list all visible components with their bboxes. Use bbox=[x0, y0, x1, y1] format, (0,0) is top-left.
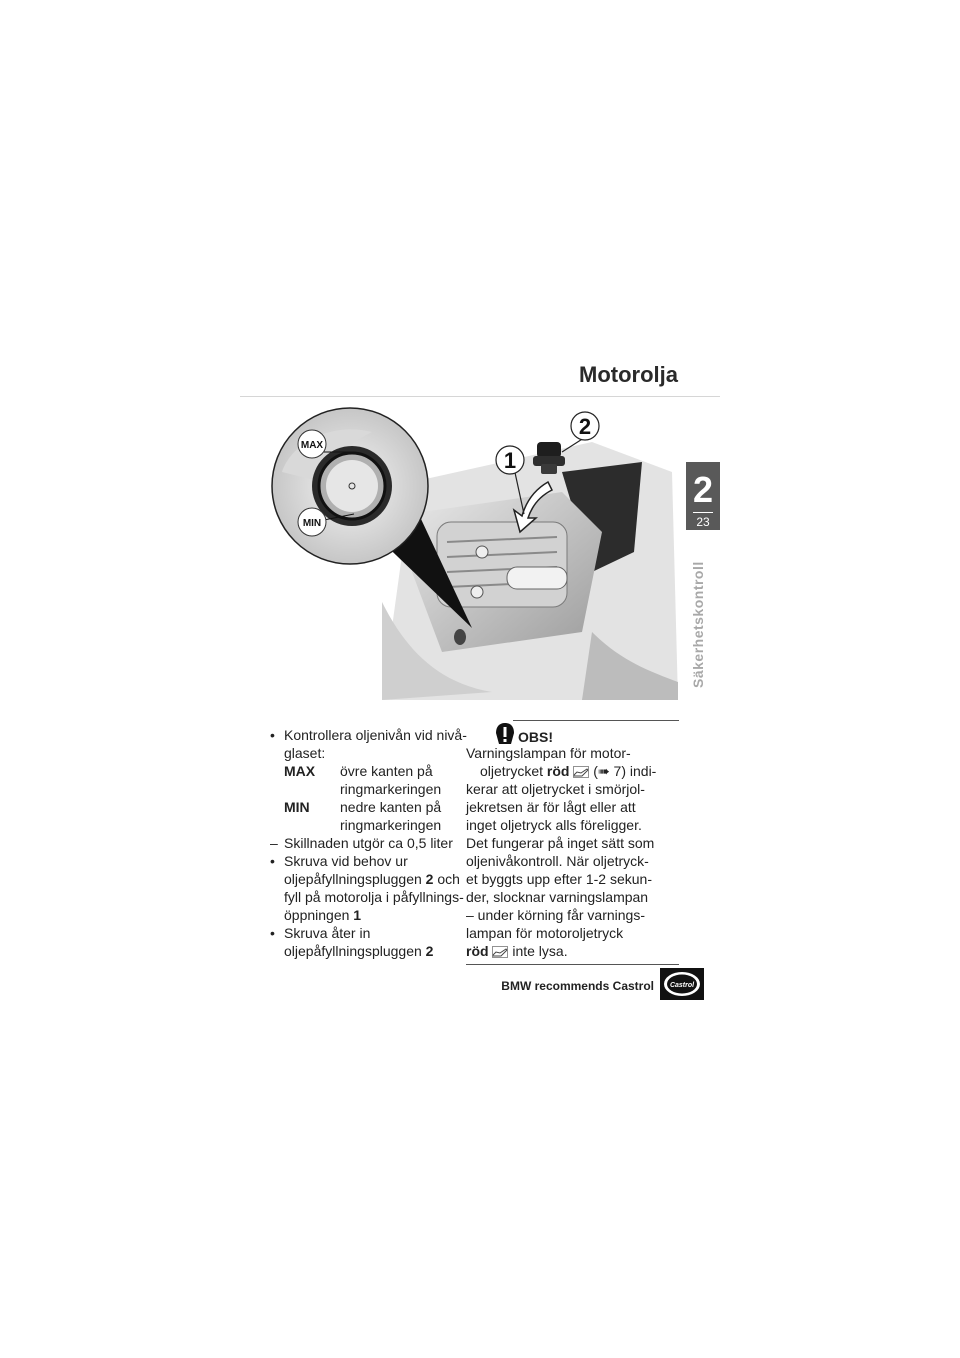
warning-line: inget oljetryck alls föreligger. bbox=[466, 817, 642, 833]
item-text: Kontrollera oljenivån vid nivå- bbox=[284, 727, 467, 743]
list-item bbox=[270, 726, 468, 762]
oil-pressure-icon bbox=[492, 946, 508, 958]
instructions-column bbox=[270, 726, 468, 960]
item-text bbox=[284, 906, 468, 924]
warning-text bbox=[466, 744, 679, 960]
max-desc: ringmarkeringen bbox=[340, 781, 442, 797]
engine-illustration bbox=[262, 402, 678, 700]
page-number: 23 bbox=[696, 515, 710, 529]
gauge-min-label: MIN bbox=[302, 518, 322, 529]
warning-top-rule bbox=[513, 720, 679, 721]
chapter-tab bbox=[686, 462, 720, 530]
list-item bbox=[270, 852, 468, 924]
castrol-logo bbox=[660, 968, 704, 1000]
warning-line: lampan för motoroljetryck bbox=[466, 925, 624, 941]
warning-line: oljenivåkontroll. När oljetryck- bbox=[466, 853, 649, 869]
item-text: Skillnaden utgör ca 0,5 liter bbox=[284, 835, 453, 851]
warning-line: kerar att oljetrycket i smörjol- bbox=[466, 781, 645, 797]
ref-number: 1 bbox=[353, 907, 362, 923]
min-desc: ringmarkeringen bbox=[340, 817, 442, 833]
oil-pressure-icon bbox=[573, 766, 589, 778]
item-text: Skruva vid behov ur bbox=[284, 853, 408, 869]
bullet: • bbox=[270, 727, 275, 743]
ref-number: 2 bbox=[425, 943, 434, 959]
item-part: öppningen bbox=[284, 907, 350, 923]
list-item bbox=[270, 834, 468, 852]
section-label: Säkerhetskontroll bbox=[690, 561, 706, 688]
max-desc: övre kanten på bbox=[340, 763, 433, 779]
warning-label: OBS! bbox=[518, 729, 553, 745]
red-label: röd bbox=[546, 763, 570, 779]
warning-part: oljetrycket bbox=[480, 763, 544, 779]
item-text bbox=[284, 870, 468, 888]
warning-icon bbox=[494, 722, 516, 746]
definition-min bbox=[270, 798, 468, 834]
callout-1: 1 bbox=[503, 448, 517, 473]
callout-2: 2 bbox=[578, 414, 592, 439]
warning-line: Varningslampan för motor- bbox=[466, 745, 631, 761]
item-part: och bbox=[437, 871, 460, 887]
bullet: • bbox=[270, 853, 275, 869]
title-divider bbox=[240, 396, 720, 397]
footer-text: BMW recommends Castrol bbox=[501, 979, 654, 993]
warning-line bbox=[466, 942, 679, 960]
ref-number: 2 bbox=[425, 871, 434, 887]
max-term: MAX bbox=[284, 763, 316, 779]
bullet: • bbox=[270, 925, 275, 941]
warning-part: inte lysa. bbox=[512, 943, 568, 959]
dash-marker: – bbox=[270, 835, 278, 851]
warning-box bbox=[466, 720, 679, 965]
item-text bbox=[284, 942, 468, 960]
item-text: Skruva åter in bbox=[284, 925, 371, 941]
page-title: Motorolja bbox=[579, 362, 678, 387]
min-term: MIN bbox=[284, 799, 310, 815]
item-text: fyll på motorolja i påfyllnings- bbox=[284, 889, 464, 905]
warning-line: der, slocknar varningslampan bbox=[466, 889, 649, 905]
gauge-max-label: MAX bbox=[300, 440, 324, 451]
castrol-logo-text: Castrol bbox=[669, 982, 695, 989]
red-label: röd bbox=[466, 943, 489, 959]
warning-line: et byggts upp efter 1-2 sekun- bbox=[466, 871, 652, 887]
item-part: oljepåfyllningspluggen bbox=[284, 943, 422, 959]
warning-bottom-rule bbox=[466, 964, 679, 965]
min-desc: nedre kanten på bbox=[340, 799, 442, 815]
list-item bbox=[270, 924, 468, 960]
item-text: glaset: bbox=[284, 745, 326, 761]
warning-line: – under körning får varnings- bbox=[466, 907, 645, 923]
warning-line: jekretsen är för lågt eller att bbox=[466, 799, 636, 815]
warning-line: Det fungerar på inget sätt som bbox=[466, 835, 655, 851]
warning-line bbox=[466, 762, 679, 780]
tab-divider bbox=[693, 512, 713, 513]
item-part: oljepåfyllningspluggen bbox=[284, 871, 422, 887]
definition-max bbox=[270, 762, 468, 798]
warning-header bbox=[466, 722, 679, 744]
warning-part: (➠ 7) indi- bbox=[593, 763, 657, 779]
chapter-number: 2 bbox=[692, 469, 714, 510]
